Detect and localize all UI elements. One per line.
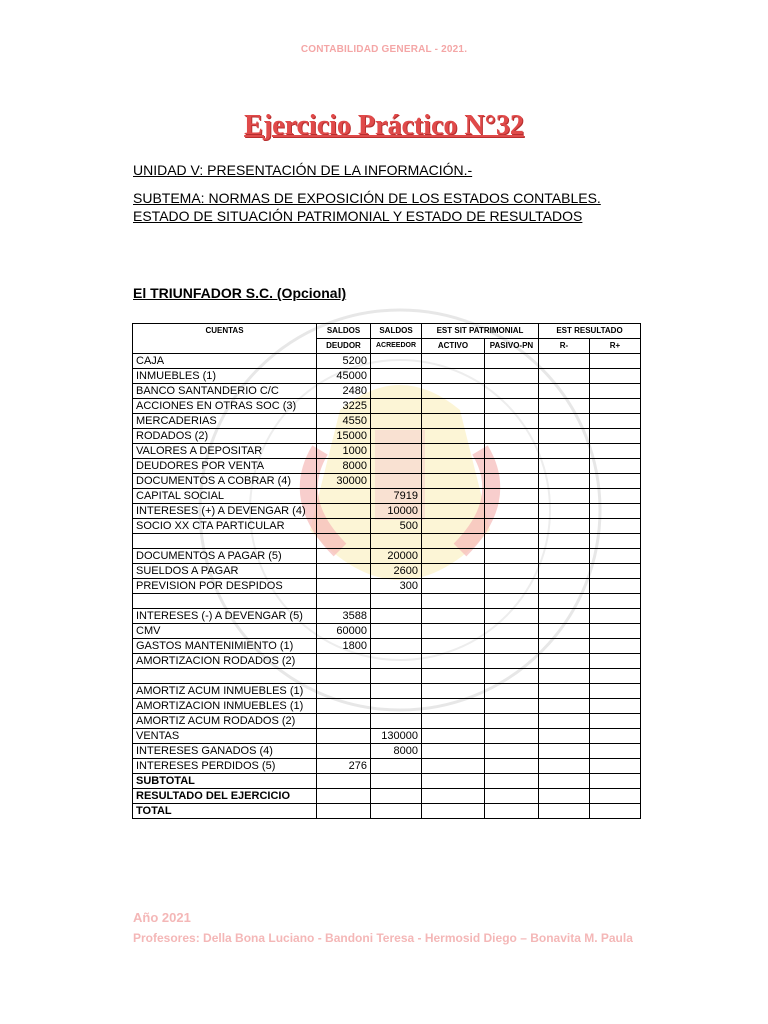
acreedor-cell	[371, 369, 422, 384]
r-minus-cell	[539, 804, 590, 819]
table-row	[133, 549, 641, 564]
company-name: El TRIUNFADOR S.C. (Opcional)	[133, 285, 347, 301]
acreedor-cell	[371, 609, 422, 624]
ledger-table	[132, 323, 641, 819]
table-row	[133, 699, 641, 714]
activo-cell	[422, 804, 485, 819]
account-cell: RESULTADO DEL EJERCICIO	[133, 789, 317, 804]
acreedor-cell: 300	[371, 579, 422, 594]
pasivo-cell	[485, 549, 539, 564]
activo-cell	[422, 639, 485, 654]
pasivo-cell	[485, 789, 539, 804]
header-r-plus: R+	[590, 339, 641, 354]
r-minus-cell	[539, 699, 590, 714]
acreedor-cell	[371, 714, 422, 729]
header-saldos-deudor: SALDOS	[317, 324, 371, 339]
header-cuentas: CUENTAS	[133, 324, 317, 354]
table-row	[133, 654, 641, 669]
deudor-cell: 3225	[317, 399, 371, 414]
table-row	[133, 444, 641, 459]
acreedor-cell	[371, 399, 422, 414]
acreedor-cell	[371, 759, 422, 774]
r-plus-cell	[590, 804, 641, 819]
r-plus-cell	[590, 489, 641, 504]
table-row	[133, 639, 641, 654]
deudor-cell: 60000	[317, 624, 371, 639]
header-saldos-acreedor: SALDOS	[371, 324, 422, 339]
r-plus-cell	[590, 639, 641, 654]
pasivo-cell	[485, 639, 539, 654]
deudor-cell	[317, 804, 371, 819]
account-cell: PREVISION POR DESPIDOS	[133, 579, 317, 594]
acreedor-cell	[371, 384, 422, 399]
pasivo-cell	[485, 399, 539, 414]
account-cell: CAPITAL SOCIAL	[133, 489, 317, 504]
account-cell: SUBTOTAL	[133, 774, 317, 789]
acreedor-cell	[371, 429, 422, 444]
activo-cell	[422, 519, 485, 534]
r-plus-cell	[590, 669, 641, 684]
deudor-cell	[317, 654, 371, 669]
table-row	[133, 774, 641, 789]
r-minus-cell	[539, 609, 590, 624]
deudor-cell: 30000	[317, 474, 371, 489]
r-plus-cell	[590, 729, 641, 744]
header-deudor: DEUDOR	[317, 339, 371, 354]
deudor-cell	[317, 519, 371, 534]
activo-cell	[422, 429, 485, 444]
account-cell: AMORTIZ ACUM INMUEBLES (1)	[133, 684, 317, 699]
pasivo-cell	[485, 684, 539, 699]
account-cell: INTERESES PERDIDOS (5)	[133, 759, 317, 774]
account-cell: RODADOS (2)	[133, 429, 317, 444]
header-est-sit-patrimonial: EST SIT PATRIMONIAL	[422, 324, 539, 339]
pasivo-cell	[485, 564, 539, 579]
r-plus-cell	[590, 519, 641, 534]
deudor-cell	[317, 714, 371, 729]
account-cell	[133, 594, 317, 609]
table-row	[133, 759, 641, 774]
activo-cell	[422, 774, 485, 789]
pasivo-cell	[485, 369, 539, 384]
table-row	[133, 489, 641, 504]
footer-year: Año 2021	[133, 910, 191, 925]
deudor-cell: 2480	[317, 384, 371, 399]
r-plus-cell	[590, 579, 641, 594]
r-plus-cell	[590, 369, 641, 384]
r-plus-cell	[590, 609, 641, 624]
header-activo: ACTIVO	[422, 339, 485, 354]
acreedor-cell: 7919	[371, 489, 422, 504]
acreedor-cell	[371, 669, 422, 684]
r-minus-cell	[539, 519, 590, 534]
r-minus-cell	[539, 549, 590, 564]
activo-cell	[422, 369, 485, 384]
r-minus-cell	[539, 354, 590, 369]
acreedor-cell	[371, 699, 422, 714]
activo-cell	[422, 609, 485, 624]
acreedor-cell	[371, 804, 422, 819]
exercise-title: Ejercicio Práctico N°32	[244, 110, 524, 141]
activo-cell	[422, 759, 485, 774]
activo-cell	[422, 459, 485, 474]
r-minus-cell	[539, 639, 590, 654]
pasivo-cell	[485, 519, 539, 534]
activo-cell	[422, 624, 485, 639]
table-row	[133, 729, 641, 744]
deudor-cell	[317, 549, 371, 564]
pasivo-cell	[485, 414, 539, 429]
activo-cell	[422, 399, 485, 414]
r-minus-cell	[539, 684, 590, 699]
header-pasivo-pn: PASIVO-PN	[485, 339, 539, 354]
acreedor-cell	[371, 654, 422, 669]
header-est-resultado: EST RESULTADO	[539, 324, 641, 339]
r-plus-cell	[590, 564, 641, 579]
subtema-heading	[133, 189, 601, 225]
pasivo-cell	[485, 579, 539, 594]
table-row	[133, 609, 641, 624]
activo-cell	[422, 384, 485, 399]
deudor-cell	[317, 504, 371, 519]
account-cell: DOCUMENTOS A COBRAR (4)	[133, 474, 317, 489]
table-row	[133, 564, 641, 579]
account-cell: SOCIO XX CTA PARTICULAR	[133, 519, 317, 534]
table-row	[133, 369, 641, 384]
r-plus-cell	[590, 624, 641, 639]
pasivo-cell	[485, 699, 539, 714]
deudor-cell	[317, 534, 371, 549]
pasivo-cell	[485, 429, 539, 444]
acreedor-cell: 10000	[371, 504, 422, 519]
pasivo-cell	[485, 774, 539, 789]
account-cell: MERCADERIAS	[133, 414, 317, 429]
account-cell	[133, 669, 317, 684]
r-minus-cell	[539, 759, 590, 774]
pasivo-cell	[485, 354, 539, 369]
acreedor-cell	[371, 624, 422, 639]
r-plus-cell	[590, 774, 641, 789]
activo-cell	[422, 444, 485, 459]
account-cell: DOCUMENTOS A PAGAR (5)	[133, 549, 317, 564]
deudor-cell	[317, 699, 371, 714]
r-minus-cell	[539, 429, 590, 444]
r-plus-cell	[590, 594, 641, 609]
r-plus-cell	[590, 789, 641, 804]
account-cell: INTERESES (-) A DEVENGAR (5)	[133, 609, 317, 624]
table-row	[133, 714, 641, 729]
activo-cell	[422, 549, 485, 564]
account-cell: TOTAL	[133, 804, 317, 819]
acreedor-cell	[371, 459, 422, 474]
r-minus-cell	[539, 459, 590, 474]
r-minus-cell	[539, 414, 590, 429]
deudor-cell	[317, 669, 371, 684]
r-plus-cell	[590, 384, 641, 399]
activo-cell	[422, 504, 485, 519]
table-row	[133, 519, 641, 534]
pasivo-cell	[485, 534, 539, 549]
acreedor-cell	[371, 444, 422, 459]
deudor-cell	[317, 489, 371, 504]
table-row	[133, 624, 641, 639]
table-row	[133, 429, 641, 444]
pasivo-cell	[485, 489, 539, 504]
acreedor-cell: 500	[371, 519, 422, 534]
r-plus-cell	[590, 444, 641, 459]
r-plus-cell	[590, 759, 641, 774]
unit-heading: UNIDAD V: PRESENTACIÓN DE LA INFORMACIÓN.-	[133, 162, 473, 178]
pasivo-cell	[485, 384, 539, 399]
account-cell: CAJA	[133, 354, 317, 369]
deudor-cell	[317, 789, 371, 804]
header-acreedor: ACREEDOR	[371, 339, 422, 354]
r-minus-cell	[539, 474, 590, 489]
acreedor-cell	[371, 639, 422, 654]
account-cell: SUELDOS A PAGAR	[133, 564, 317, 579]
account-cell: INMUEBLES (1)	[133, 369, 317, 384]
account-cell: AMORTIZ ACUM RODADOS (2)	[133, 714, 317, 729]
r-plus-cell	[590, 684, 641, 699]
account-cell: CMV	[133, 624, 317, 639]
r-plus-cell	[590, 474, 641, 489]
deudor-cell: 8000	[317, 459, 371, 474]
r-plus-cell	[590, 534, 641, 549]
account-cell: DEUDORES POR VENTA	[133, 459, 317, 474]
pasivo-cell	[485, 609, 539, 624]
pasivo-cell	[485, 444, 539, 459]
r-plus-cell	[590, 399, 641, 414]
acreedor-cell	[371, 474, 422, 489]
r-minus-cell	[539, 729, 590, 744]
r-plus-cell	[590, 549, 641, 564]
account-cell: BANCO SANTANDERIO C/C	[133, 384, 317, 399]
acreedor-cell	[371, 774, 422, 789]
acreedor-cell	[371, 354, 422, 369]
table-row	[133, 384, 641, 399]
pasivo-cell	[485, 729, 539, 744]
pasivo-cell	[485, 594, 539, 609]
ledger-body	[133, 354, 641, 819]
pasivo-cell	[485, 504, 539, 519]
subtema-line-1: SUBTEMA: NORMAS DE EXPOSICIÓN DE LOS ESTADOS CONTABLES.	[133, 190, 601, 206]
table-row	[133, 789, 641, 804]
activo-cell	[422, 579, 485, 594]
r-plus-cell	[590, 714, 641, 729]
r-minus-cell	[539, 789, 590, 804]
table-row	[133, 459, 641, 474]
r-plus-cell	[590, 354, 641, 369]
r-minus-cell	[539, 594, 590, 609]
table-row	[133, 399, 641, 414]
footer-professors: Profesores: Della Bona Luciano - Bandoni Teresa - Hermosid Diego – Bonavita M. Paula	[133, 931, 633, 945]
account-cell: VENTAS	[133, 729, 317, 744]
activo-cell	[422, 699, 485, 714]
table-row	[133, 804, 641, 819]
acreedor-cell: 2600	[371, 564, 422, 579]
r-plus-cell	[590, 459, 641, 474]
account-cell: GASTOS MANTENIMIENTO (1)	[133, 639, 317, 654]
acreedor-cell: 20000	[371, 549, 422, 564]
deudor-cell	[317, 594, 371, 609]
activo-cell	[422, 564, 485, 579]
pasivo-cell	[485, 714, 539, 729]
pasivo-cell	[485, 474, 539, 489]
r-minus-cell	[539, 564, 590, 579]
activo-cell	[422, 684, 485, 699]
header-r-minus: R-	[539, 339, 590, 354]
deudor-cell: 3588	[317, 609, 371, 624]
table-row	[133, 594, 641, 609]
acreedor-cell: 8000	[371, 744, 422, 759]
r-minus-cell	[539, 624, 590, 639]
account-cell: INTERESES GANADOS (4)	[133, 744, 317, 759]
table-row	[133, 474, 641, 489]
deudor-cell: 1000	[317, 444, 371, 459]
activo-cell	[422, 729, 485, 744]
activo-cell	[422, 654, 485, 669]
pasivo-cell	[485, 759, 539, 774]
deudor-cell	[317, 729, 371, 744]
activo-cell	[422, 789, 485, 804]
table-row	[133, 744, 641, 759]
account-cell	[133, 534, 317, 549]
activo-cell	[422, 414, 485, 429]
r-minus-cell	[539, 369, 590, 384]
deudor-cell: 276	[317, 759, 371, 774]
r-minus-cell	[539, 444, 590, 459]
subtema-line-2: ESTADO DE SITUACIÓN PATRIMONIAL Y ESTADO DE RESULTADOS	[133, 208, 583, 224]
deudor-cell	[317, 744, 371, 759]
account-cell: ACCIONES EN OTRAS SOC (3)	[133, 399, 317, 414]
r-minus-cell	[539, 384, 590, 399]
table-row	[133, 504, 641, 519]
course-header: CONTABILIDAD GENERAL - 2021.	[300, 44, 468, 55]
pasivo-cell	[485, 744, 539, 759]
pasivo-cell	[485, 669, 539, 684]
r-plus-cell	[590, 429, 641, 444]
activo-cell	[422, 714, 485, 729]
activo-cell	[422, 489, 485, 504]
deudor-cell: 1800	[317, 639, 371, 654]
activo-cell	[422, 534, 485, 549]
activo-cell	[422, 744, 485, 759]
table-row	[133, 669, 641, 684]
table-row	[133, 684, 641, 699]
activo-cell	[422, 354, 485, 369]
r-plus-cell	[590, 504, 641, 519]
acreedor-cell	[371, 534, 422, 549]
r-plus-cell	[590, 654, 641, 669]
table-header-row-1	[133, 324, 641, 339]
acreedor-cell: 130000	[371, 729, 422, 744]
acreedor-cell	[371, 684, 422, 699]
r-minus-cell	[539, 489, 590, 504]
table-row	[133, 414, 641, 429]
r-minus-cell	[539, 714, 590, 729]
table-row	[133, 534, 641, 549]
acreedor-cell	[371, 594, 422, 609]
r-minus-cell	[539, 744, 590, 759]
deudor-cell: 45000	[317, 369, 371, 384]
deudor-cell	[317, 564, 371, 579]
activo-cell	[422, 594, 485, 609]
deudor-cell: 15000	[317, 429, 371, 444]
r-plus-cell	[590, 699, 641, 714]
r-minus-cell	[539, 774, 590, 789]
account-cell: INTERESES (+) A DEVENGAR (4)	[133, 504, 317, 519]
activo-cell	[422, 669, 485, 684]
acreedor-cell	[371, 414, 422, 429]
r-plus-cell	[590, 744, 641, 759]
deudor-cell	[317, 684, 371, 699]
r-minus-cell	[539, 399, 590, 414]
r-minus-cell	[539, 579, 590, 594]
acreedor-cell	[371, 789, 422, 804]
pasivo-cell	[485, 654, 539, 669]
deudor-cell	[317, 579, 371, 594]
activo-cell	[422, 474, 485, 489]
table-row	[133, 579, 641, 594]
deudor-cell: 5200	[317, 354, 371, 369]
r-minus-cell	[539, 534, 590, 549]
r-minus-cell	[539, 654, 590, 669]
deudor-cell: 4550	[317, 414, 371, 429]
account-cell: AMORTIZACION INMUEBLES (1)	[133, 699, 317, 714]
pasivo-cell	[485, 624, 539, 639]
deudor-cell	[317, 774, 371, 789]
account-cell: AMORTIZACION RODADOS (2)	[133, 654, 317, 669]
table-row	[133, 354, 641, 369]
account-cell: VALORES A DEPOSITAR	[133, 444, 317, 459]
pasivo-cell	[485, 459, 539, 474]
r-plus-cell	[590, 414, 641, 429]
r-minus-cell	[539, 669, 590, 684]
pasivo-cell	[485, 804, 539, 819]
r-minus-cell	[539, 504, 590, 519]
